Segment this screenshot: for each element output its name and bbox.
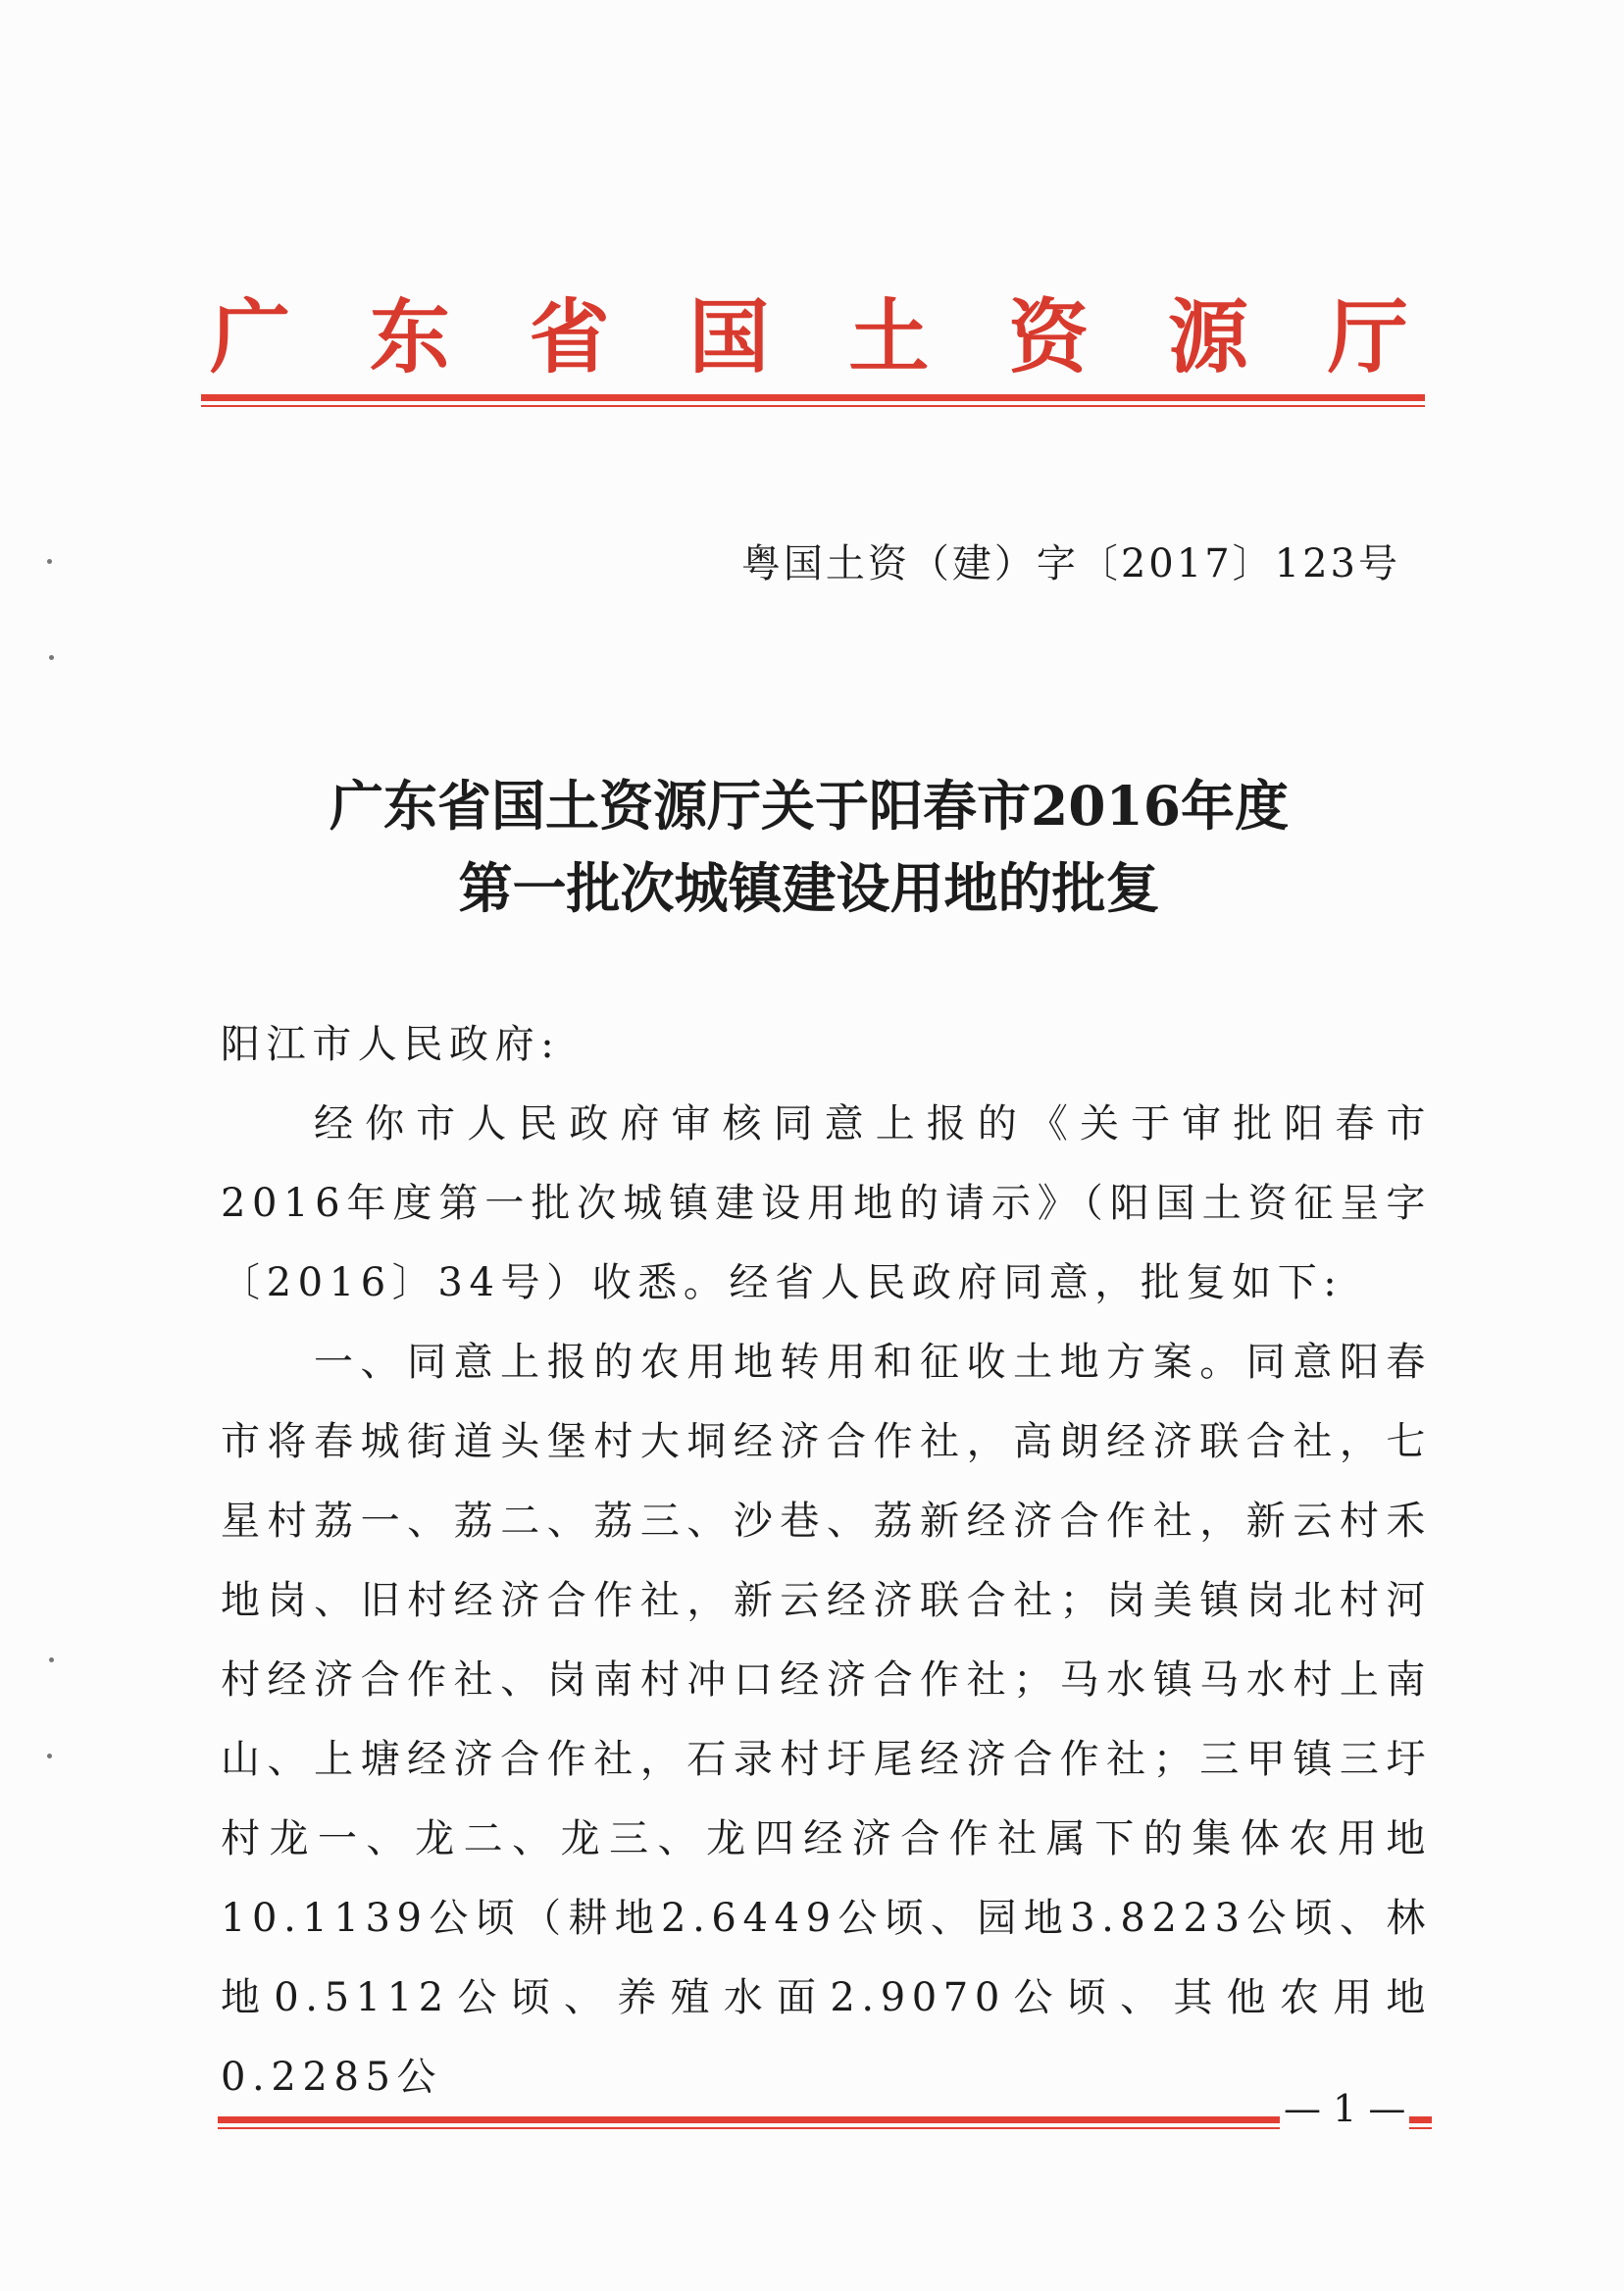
header-char: 国: [688, 291, 770, 384]
addressee: 阳江市人民政府:: [221, 1022, 561, 1067]
title-line-1: 广东省国土资源厅关于阳春市2016年度: [329, 774, 1290, 838]
page-number: — 1 —: [1280, 2087, 1409, 2130]
binding-hole-mark: [49, 655, 54, 660]
title-line-2: 第一批次城镇建设用地的批复: [458, 856, 1160, 920]
footer-red-divider: [218, 2116, 1432, 2129]
header-char: 资: [1008, 291, 1090, 384]
binding-hole-mark: [47, 1754, 52, 1758]
document-title: [196, 765, 1422, 930]
binding-hole-mark: [49, 1657, 54, 1662]
document-body: [221, 1005, 1432, 2117]
header-char: 厅: [1327, 291, 1408, 384]
header-char: 广: [209, 291, 290, 384]
body-paragraph: 一、同意上报的农用地转用和征收土地方案。同意阳春市将春城街道头堡村大垌经济合作社，高朗经济联合社，七星村荔一、荔二、荔三、沙巷、荔新经济合作社，新云村禾地岗、旧村经济合作社，新云经济联合社；岗美镇岗北村河村经济合作社、岗南村冲口经济合作社；马水镇马水村上南山、上塘经济合作社，石录村圩尾经济合作社；三甲镇三圩村龙一、龙二、龙三、龙四经济合作社属下的集体农用地10.1139公顷（耕地2.6449公顷、园地3.8223公顷、林地0.5112公顷、养殖水面2.9070公顷、其他农用地0.2285公: [221, 1340, 1432, 2100]
body-paragraph: 经你市人民政府审核同意上报的《关于审批阳春市2016年度第一批次城镇建设用地的请示》（阳国土资征呈字〔2016〕34号）收悉。经省人民政府同意，批复如下:: [221, 1101, 1432, 1305]
binding-hole-mark: [47, 559, 52, 564]
issuing-authority-header: [201, 284, 1417, 392]
document-number: 粤国土资（建）字〔2017〕123号: [740, 541, 1400, 586]
header-char: 土: [848, 291, 930, 384]
header-char: 东: [369, 291, 450, 384]
header-red-divider: [201, 394, 1425, 407]
header-char: 省: [529, 291, 610, 384]
header-char: 源: [1168, 291, 1249, 384]
